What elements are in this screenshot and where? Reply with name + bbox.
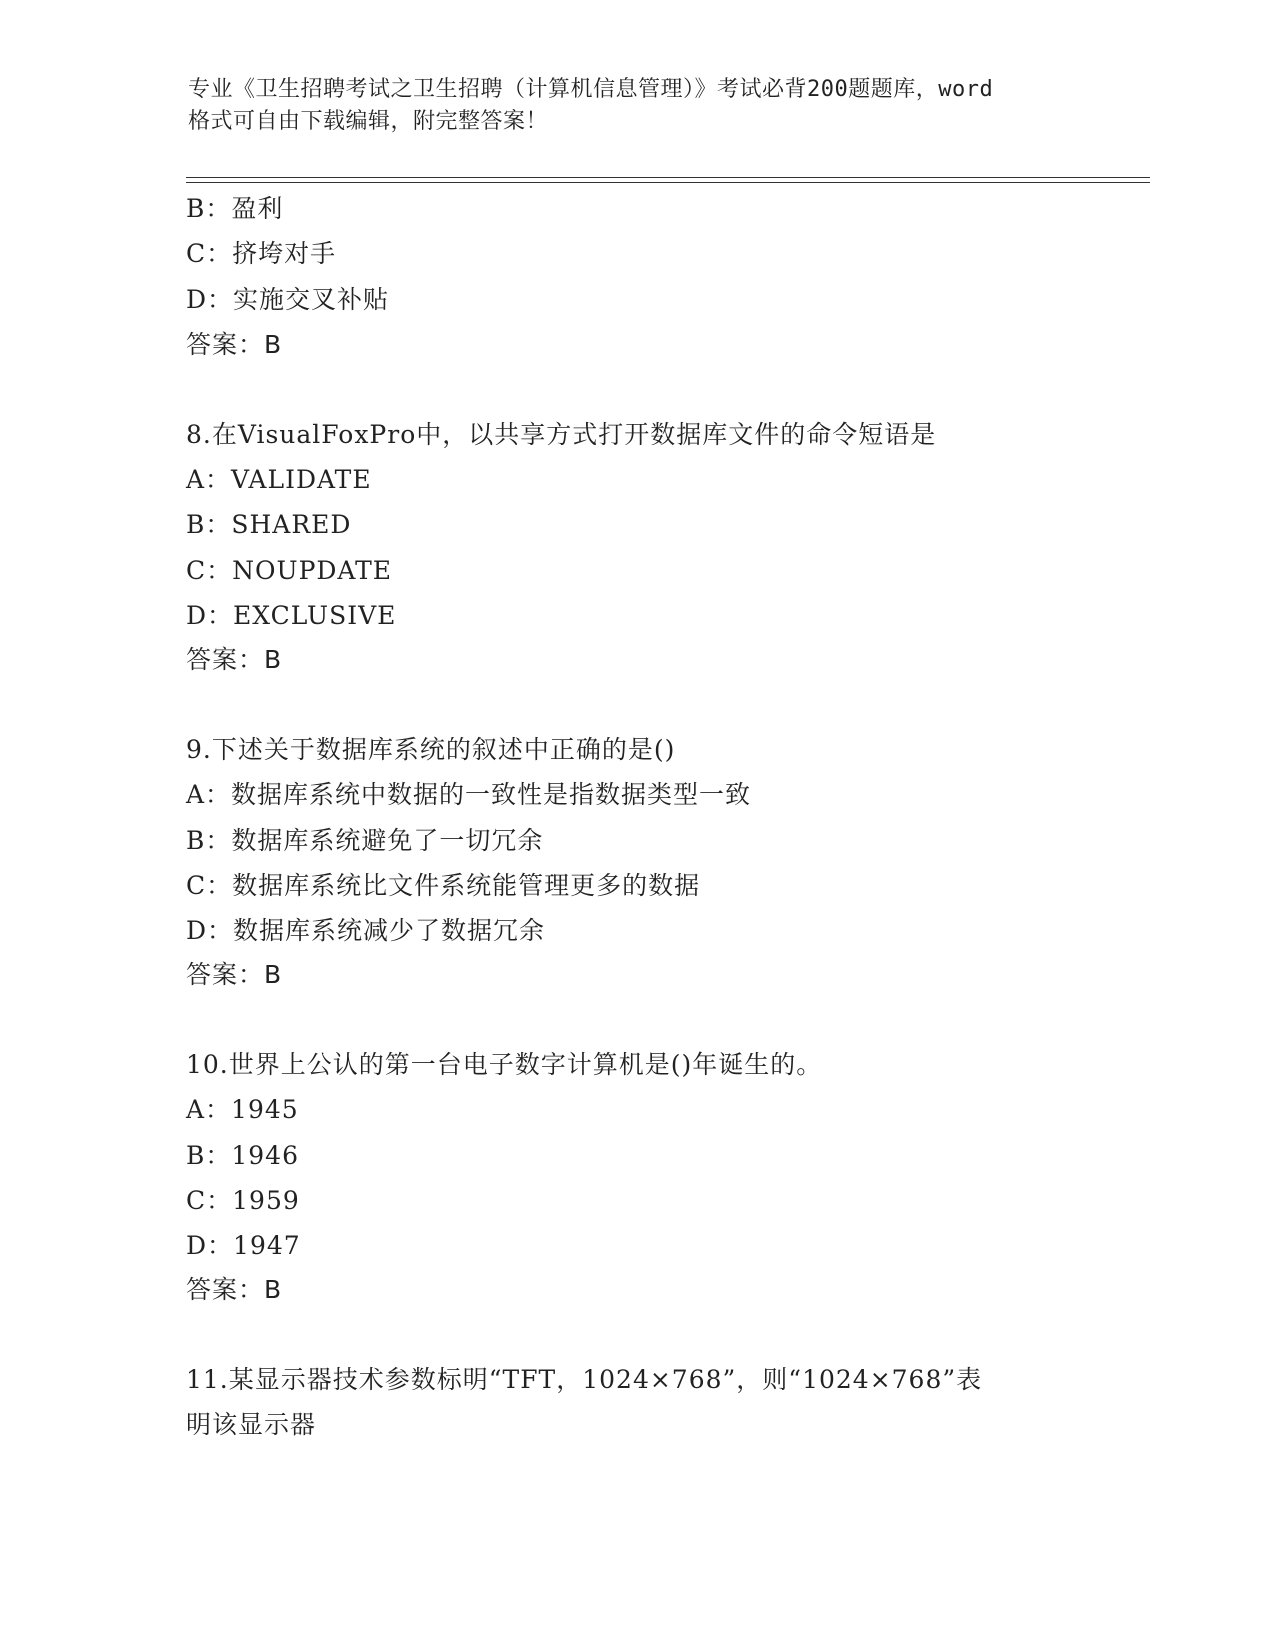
option-c: C：数据库系统比文件系统能管理更多的数据 — [186, 871, 701, 900]
question-stem: 10.世界上公认的第一台电子数字计算机是()年诞生的。 — [186, 1050, 823, 1079]
option-b: B：盈利 — [186, 194, 284, 223]
answer-line: 答案：B — [186, 1275, 283, 1304]
option-b: B：1946 — [186, 1141, 299, 1170]
option-c: C：1959 — [186, 1186, 300, 1215]
option-d: D：EXCLUSIVE — [186, 601, 397, 630]
option-b: B：SHARED — [186, 510, 352, 539]
question-stem: 9.下述关于数据库系统的叙述中正确的是() — [186, 735, 676, 764]
header-divider-top — [186, 177, 1150, 178]
question-stem-line-1: 11.某显示器技术参数标明“TFT，1024×768”，则“1024×768”表 — [186, 1365, 983, 1394]
question-stem: 8.在VisualFoxPro中，以共享方式打开数据库文件的命令短语是 — [186, 420, 937, 449]
option-d: D：数据库系统减少了数据冗余 — [186, 916, 546, 945]
option-c: C：NOUPDATE — [186, 556, 393, 585]
option-d: D：实施交叉补贴 — [186, 285, 390, 314]
option-a: A：VALIDATE — [186, 465, 372, 494]
document-header — [188, 74, 1088, 138]
header-line-1: 专业《卫生招聘考试之卫生招聘（计算机信息管理）》考试必背200题题库，word — [188, 77, 994, 102]
option-c: C：挤垮对手 — [186, 239, 337, 268]
option-a: A：1945 — [186, 1095, 299, 1124]
answer-line: 答案：B — [186, 645, 283, 674]
option-b: B：数据库系统避免了一切冗余 — [186, 826, 544, 855]
option-a: A：数据库系统中数据的一致性是指数据类型一致 — [186, 780, 752, 809]
option-d: D：1947 — [186, 1231, 301, 1260]
answer-line: 答案：B — [186, 330, 283, 359]
header-divider-bottom — [186, 182, 1150, 183]
question-stem-line-2: 明该显示器 — [186, 1410, 317, 1439]
header-line-2: 格式可自由下载编辑，附完整答案！ — [188, 109, 549, 134]
answer-line: 答案：B — [186, 960, 283, 989]
